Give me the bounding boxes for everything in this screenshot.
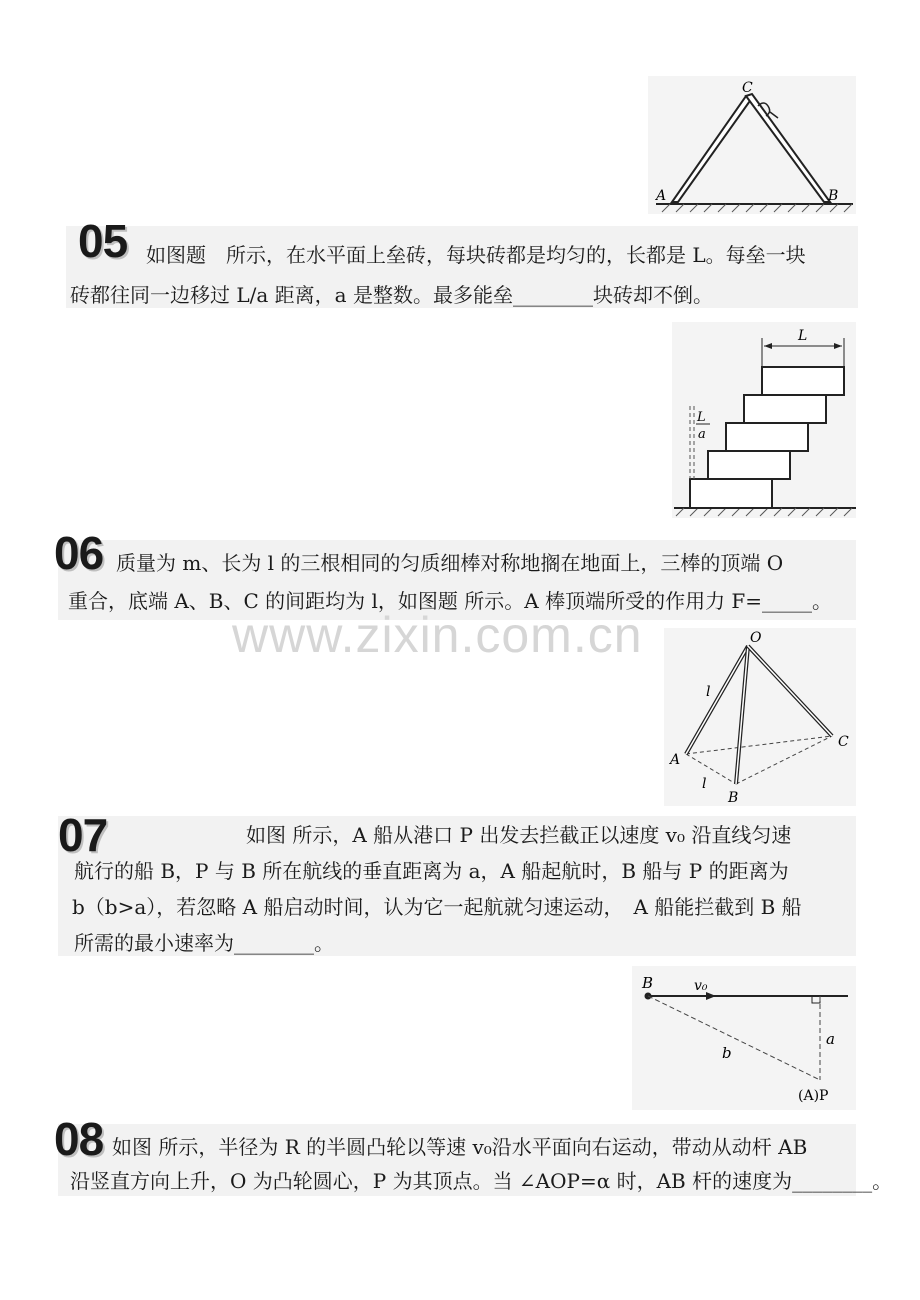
label-a: A [656,188,667,204]
q08-text-line2: 沿竖直方向上升，O 为凸轮圆心，P 为其顶点。当 ∠AOP=α 时，AB 杆的速度为________。 [70,1169,893,1193]
label-b-ship: B [642,974,654,992]
label-a-distance: a [826,1030,835,1048]
q07-text-line4: 所需的最小速率为________。 [74,931,334,955]
label-a: A [670,752,681,768]
q06-text-line1: 质量为 m、长为 l 的三根相同的匀质细棒对称地搁在地面上，三棒的顶端 O [116,551,784,575]
question-number-05: 05 [78,215,128,267]
question-number-07: 07 [58,809,108,861]
label-L: L [798,328,808,344]
label-frac-den: a [698,427,706,442]
q08-text-line1: 如图 所示，半径为 R 的半圆凸轮以等速 v₀沿水平面向右运动，带动从动杆 AB [112,1135,808,1159]
ship-interception-figure [632,966,856,1110]
label-l-rod: l [706,684,711,700]
label-l-base: l [702,776,707,792]
tripod-rods-figure [664,628,856,806]
label-v0: v₀ [694,978,708,994]
label-ap: (A)P [798,1088,829,1104]
label-c: C [838,734,849,750]
q06-text-line2: 重合，底端 A、B、C 的间距均为 l，如图题 所示。A 棒顶端所受的作用力 F=_____。 [68,589,833,613]
q07-text-line1: 如图 所示，A 船从港口 P 出发去拦截正以速度 v₀ 沿直线匀速 [246,823,792,847]
label-b: B [728,790,739,806]
question-number-08: 08 [54,1113,104,1165]
q07-text-line2: 航行的船 B，P 与 B 所在航线的垂直距离为 a，A 船起航时，B 船与 P 的距离为 [74,859,789,883]
question-number-06: 06 [54,527,104,579]
q07-text-line3: b（b>a），若忽略 A 船启动时间，认为它一起航就匀速运动， A 船能拦截到 B 船 [72,895,802,919]
label-b-distance: b [722,1044,732,1062]
label-frac-num: L [697,410,706,425]
label-o: O [750,630,762,646]
q05-text-line2: 砖都往同一边移过 L/a 距离，a 是整数。最多能垒________块砖却不倒。 [70,283,713,307]
brick-stack-figure [672,322,856,518]
q05-text-line1: 如图题 所示，在水平面上垒砖，每块砖都是均匀的，长都是 L。每垒一块 [146,243,806,267]
watermark: www.zixin.com.cn [232,607,643,663]
label-b: B [828,188,839,204]
label-c: C [742,80,753,96]
ladder-triangle-figure [648,76,856,214]
